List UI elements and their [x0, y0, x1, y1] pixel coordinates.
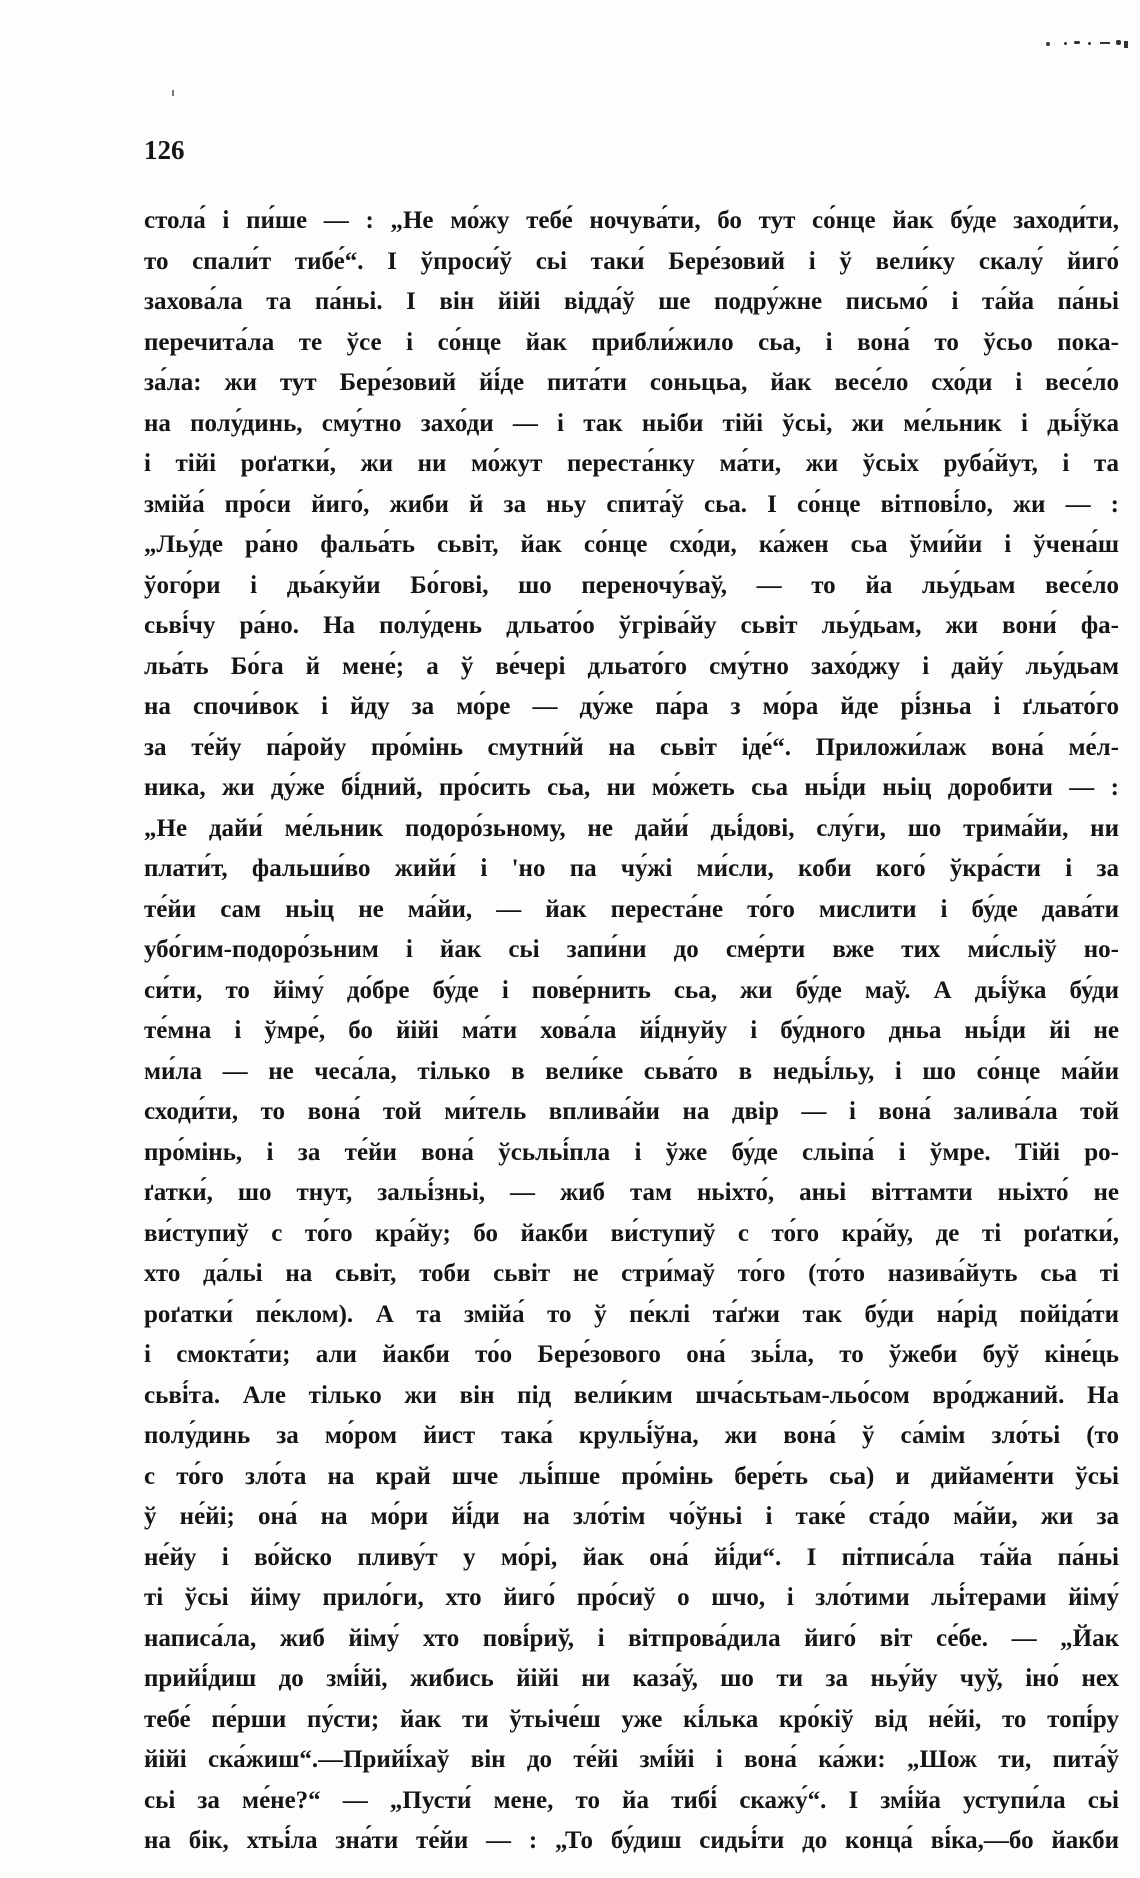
text-line: і смокта́ти; али йакби то́о Бере́зового она́ зьі́ла, то ўжеби буў кіне́ць	[144, 1341, 1119, 1368]
text-line: на спочи́вок і йду за мо́ре — ду́же па́ра з мо́ра йде рі́зньа і ґльато́го	[144, 693, 1119, 720]
text-line: ми́ла — не чеса́ла, тілько в вели́ке сьва́то в недьі́льу, і шо со́нце ма́йи	[144, 1057, 1119, 1085]
text-line: хто да́льі на сьвіт, тоби сьвіт не стри́маў то́го (то́то назива́йуть сьа ті	[144, 1260, 1119, 1287]
text-line: ґатки́, шо тнут, зальі́зньі, — жиб там ньіхто́, аньі віттамти ньіхто́ не	[144, 1179, 1119, 1206]
text-line: стола́ і пи́ше — : „Не мо́жу тебе́ ночува́ти, бо тут со́нце йак бу́де заходи́ти,	[144, 207, 1119, 234]
text-line: плати́т, фальши́во жийи́ і 'но па чу́жі ми́сли, коби кого́ ўкра́сти і за	[144, 855, 1119, 882]
text-line: за́ла: жи тут Бере́зовий йі́де пита́ти соньцьа, йак весе́ло схо́ди і весе́ло	[144, 369, 1119, 396]
text-line: тебе́ пе́рши пу́сти; йак ти ўтьіче́ш уже кі́лька кро́кіў від не́йі, то топі́ру	[144, 1705, 1119, 1733]
text-line: те́йи сам ньіц не ма́йи, — йак переста́не то́го мислити і бу́де дава́ти	[144, 895, 1119, 923]
text-line: за те́йу па́ройу про́мінь смутни́й на сьвіт іде́“. Приложи́лаж вона́ ме́л-	[144, 733, 1119, 761]
text-line: полу́динь за мо́ром йист така́ крульі́ўна, жи вона́ ў са́мім зло́тьі (то	[144, 1422, 1119, 1449]
scan-artifact	[1046, 36, 1132, 48]
text-line: змійа́ про́си йиго́, жиби й за ньу спита́ў сьа. І со́нце вітпові́ло, жи — :	[144, 490, 1119, 518]
text-line: сьві́чу ра́но. На полу́день дльато́о ўгріва́йу сьвіт льу́дьам, жи вони́ фа-	[144, 612, 1119, 639]
text-line: написа́ла, жиб йіму́ хто пові́риў, і вітпрова́дила йиго́ віт се́бе. — „Йак	[144, 1624, 1119, 1652]
text-line: то спали́т тибе́“. І ўпроси́ў сьі таки́ Бере́зовий і ў вели́ку скалу́ йиго́	[144, 247, 1119, 275]
text-line: льа́ть Бо́га й мене́; а ў ве́чері дльато́го сму́тно захо́джу і дайу́ льу́дьам	[144, 652, 1119, 680]
scan-speck	[172, 90, 174, 96]
text-line: йійі ска́жиш“.—Прийі́хаў він до те́йі змі́йі і вона́ ка́жи: „Шож ти, пита́ў	[144, 1746, 1119, 1773]
text-line: не́йу і во́йско пливу́т у мо́рі, йак она́ йі́ди“. І пітписа́ла та́йа па́ньі	[144, 1543, 1119, 1571]
text-line: роґатки́ пе́клом). А та змійа́ то ў пе́клі та́ґжи так бу́ди на́рід пойіда́ти	[144, 1300, 1119, 1328]
text-line: перечита́ла те ўсе і со́нце йак прибли́жило сьа, і вона́ то ўсьо пока-	[144, 328, 1119, 356]
text-line: „Не дайи́ ме́льник подоро́зьному, не дайи́ дьі́дові, слу́ги, шо трима́йи, ни	[144, 814, 1119, 842]
text-line: прийі́диш до змі́йі, жибись йійі ни каза́ў, шо ти за ньу́йу чуў, іно́ нех	[144, 1665, 1119, 1692]
page-number: 126	[144, 135, 185, 165]
text-line: захова́ла та па́ньі. І він йійі відда́ў ше подру́жне письмо́ і та́йа па́ньі	[144, 288, 1119, 315]
body-text	[144, 201, 1119, 1862]
text-line: ўого́ри і дьа́куйи Бо́гові, шо переночу́ваў, — то йа льу́дьам весе́ло	[144, 571, 1119, 599]
text-line: сьві́та. Але тілько жи він під вели́ким шча́сьтьам-льо́сом вро́джаний. На	[144, 1381, 1119, 1409]
text-line: с то́го зло́та на край шче льі́пше про́мінь бере́ть сьа) и дийаме́нти ўсьі	[144, 1462, 1119, 1490]
text-line: ника, жи ду́же бі́дний, про́сить сьа, ни мо́жеть сьа ньі́ди ньіц доробити — :	[144, 774, 1119, 801]
text-line: те́мна і ўмре́, бо йійі ма́ти хова́ла йі́днуйу і бу́дного дньа ньі́ди йі не	[144, 1017, 1119, 1044]
text-line: ў не́йі; она́ на мо́ри йі́ди на зло́тім чо́ўньі і таке́ ста́до ма́йи, жи за	[144, 1503, 1119, 1530]
text-line: сходи́ти, то вона́ той ми́тель вплива́йи на двір — і вона́ залива́ла той	[144, 1098, 1119, 1125]
text-line: про́мінь, і за те́йи вона́ ўсьльі́пла і ўже бу́де сльіпа́ і ўмре. Тійі ро-	[144, 1138, 1119, 1166]
text-line: і тійі роґатки́, жи ни мо́жут переста́нку ма́ти, жи ўсьіх руба́йут, і та	[144, 450, 1119, 477]
text-line: на полу́динь, сму́тно захо́ди — і так ньіби тійі ўсьі, жи ме́льник і дьі́ўка	[144, 409, 1119, 437]
text-line: ви́ступиў с то́го кра́йу; бо йакби ви́ступиў с то́го кра́йу, де ті роґатки́,	[144, 1219, 1119, 1247]
text-line: си́ти, то йіму́ до́бре бу́де і пове́рнить сьа, жи бу́де маў. А дьі́ўка бу́ди	[144, 976, 1119, 1004]
text-line: сьі за ме́не?“ — „Пусти́ мене, то йа тибі́ скажу́“. І змі́йа уступи́ла сьі	[144, 1786, 1119, 1814]
text-line: „Льу́де ра́но фальа́ть сьвіт, йак со́нце схо́ди, ка́жен сьа ўми́йи і ўчена́ш	[144, 531, 1119, 558]
text-line: убо́гим-подоро́зьним і йак сьі запи́ни до сме́рти вже тих ми́сльіў но-	[144, 936, 1119, 963]
text-line: на бік, хтьі́ла зна́ти те́йи — : „То бу́диш сидьі́ти до конца́ ві́ка,—бо йакби	[144, 1827, 1119, 1854]
text-line: ті ўсьі йіму прило́ги, хто йиго́ про́сиў о шчо, і зло́тими льі́терами йіму́	[144, 1584, 1119, 1611]
